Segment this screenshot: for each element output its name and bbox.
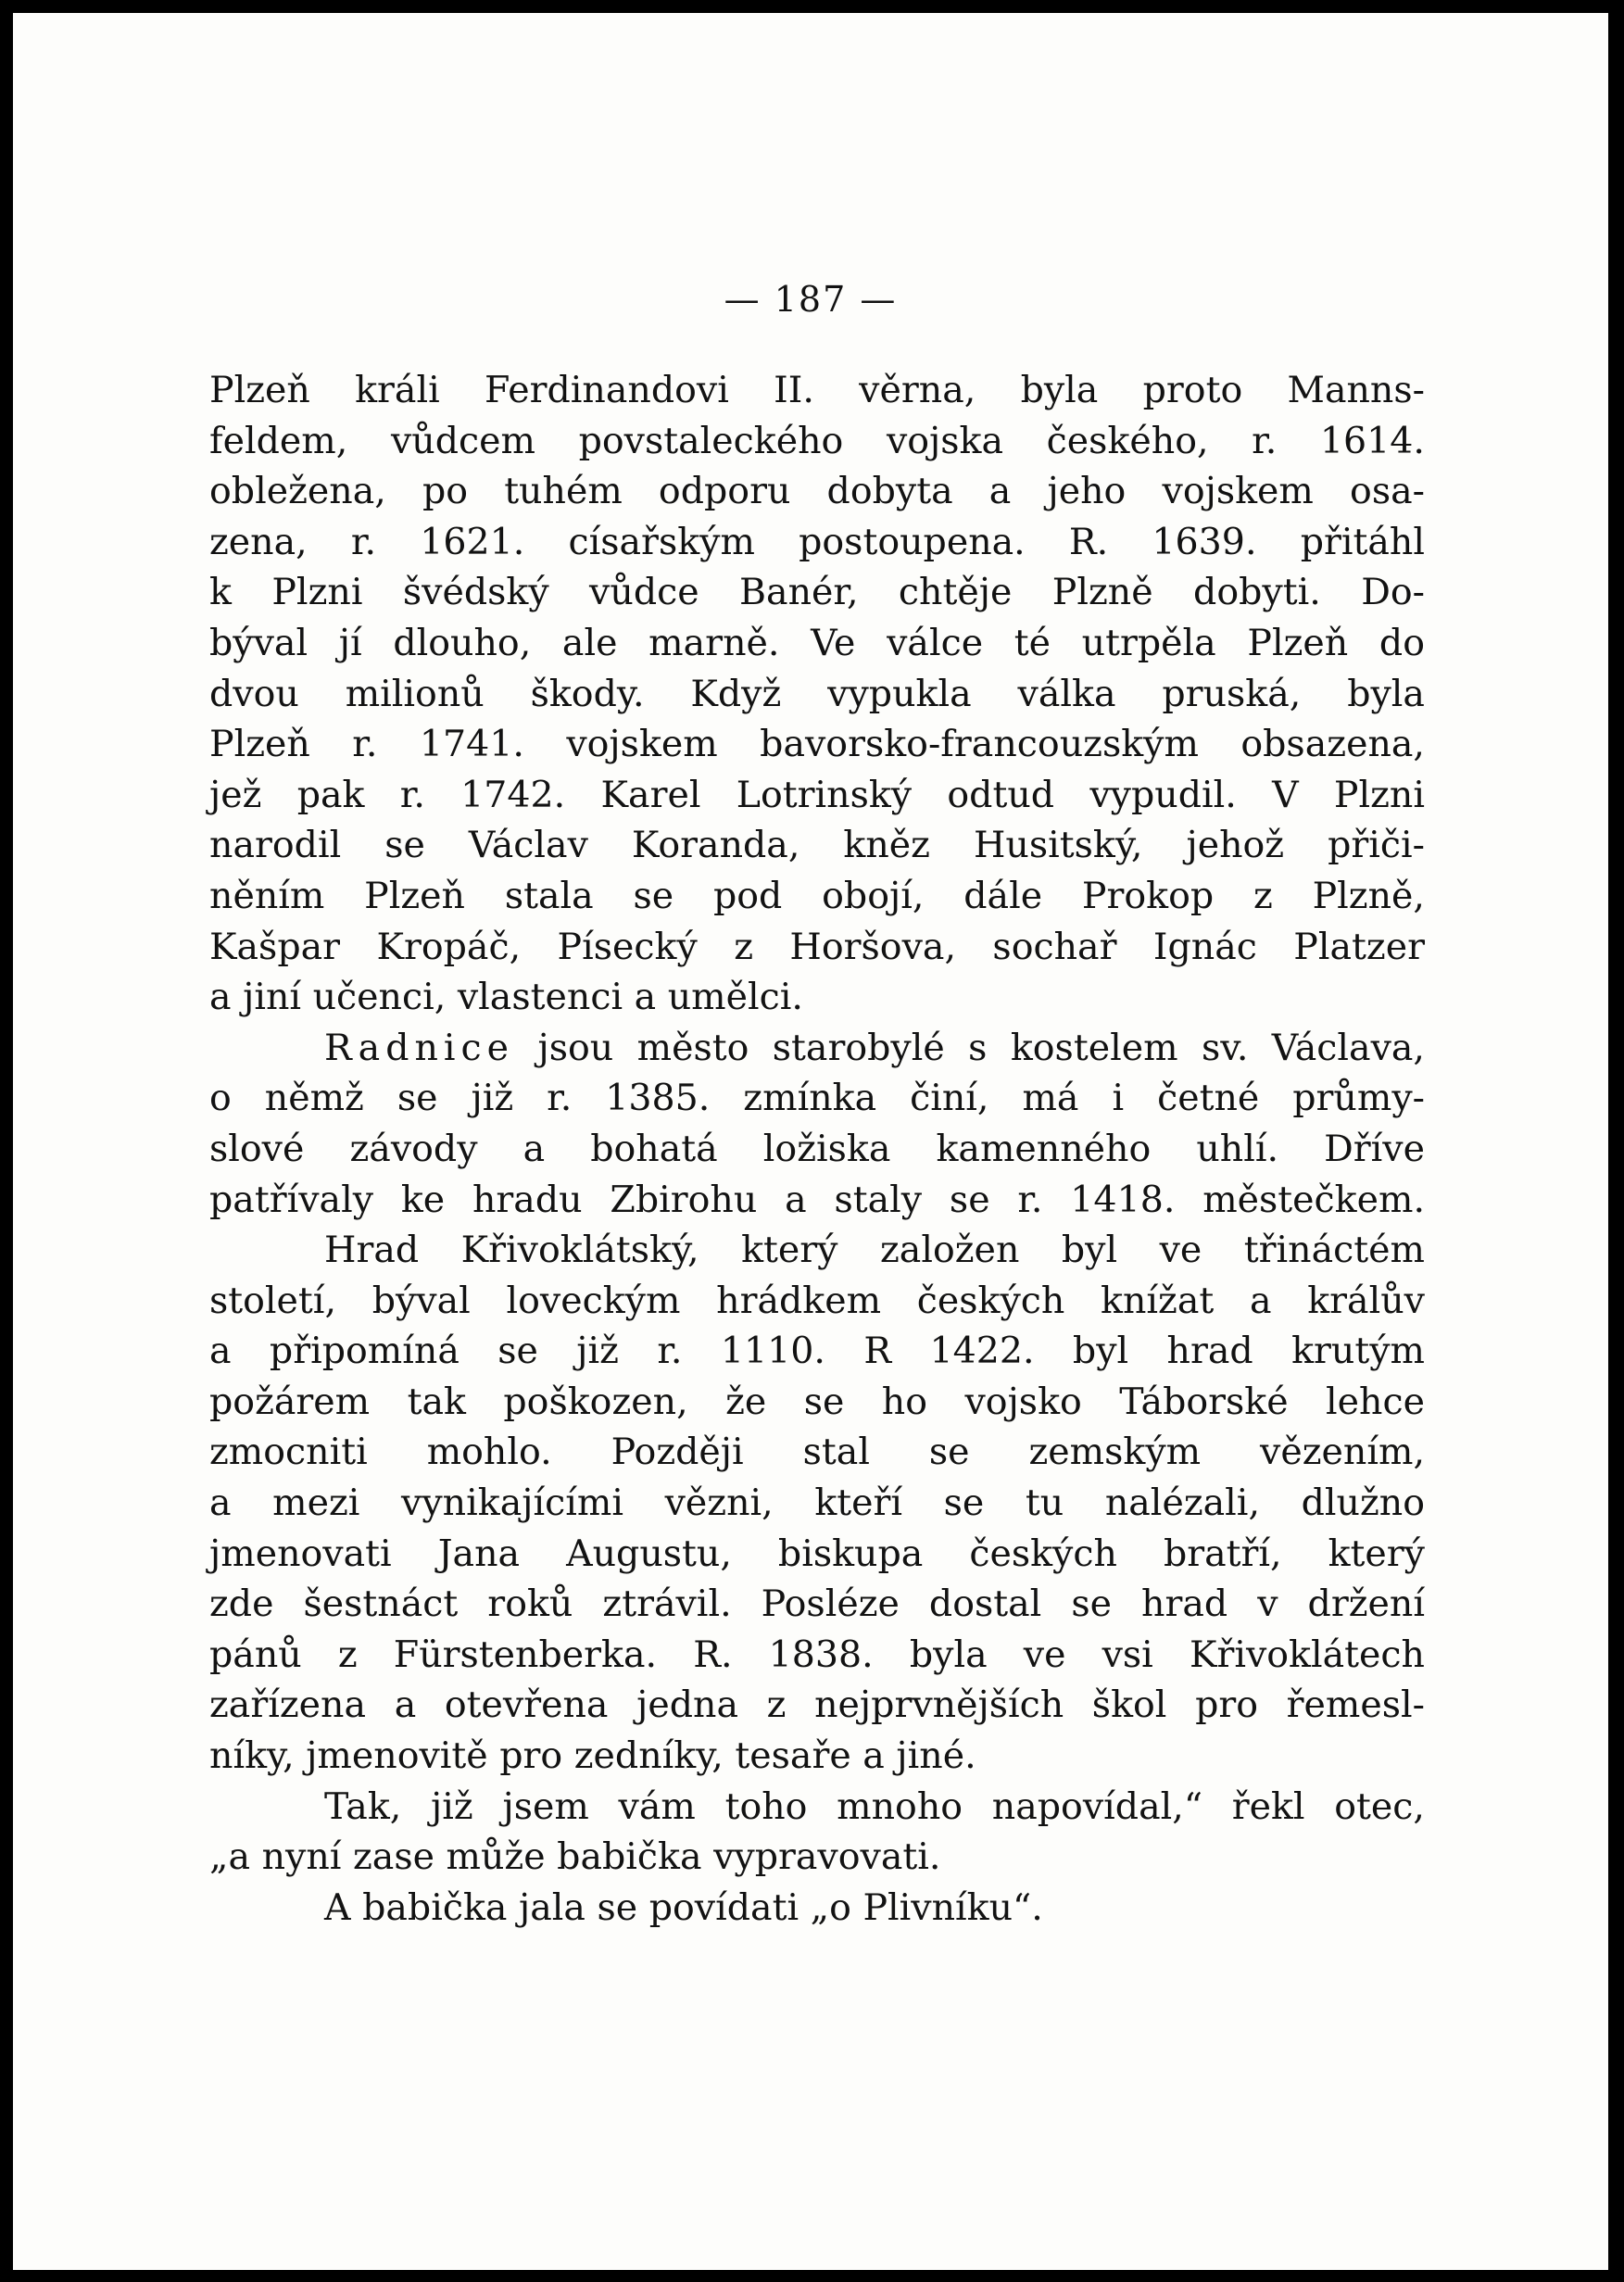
text-line: jež pak r. 1742. Karel Lotrinský odtud vypudil. V Plzni: [209, 773, 1425, 816]
text-line: „a nyní zase může babička vypravovati.: [209, 1835, 941, 1879]
text-line: a jiní učenci, vlastenci a umělci.: [209, 976, 803, 1019]
text-line: níky, jmenovitě pro zedníky, tesaře a jiné.: [209, 1734, 976, 1778]
text-line: zmocniti mohlo. Později stal se zemským vězením,: [209, 1431, 1425, 1474]
text-line: narodil se Václav Koranda, kněz Husitský, jehož přiči-: [209, 824, 1425, 867]
text-line: dvou milionů škody. Když vypukla válka pruská, byla: [209, 672, 1425, 715]
text-line: obležena, po tuhém odporu dobyta a jeho vojskem osa-: [209, 470, 1425, 513]
text-line: patřívaly ke hradu Zbirohu a staly se r. 1418. městečkem.: [209, 1178, 1425, 1221]
page-number: — 187 —: [724, 279, 898, 320]
text-line-rest: jsou město starobylé s kostelem sv. Václava,: [514, 1026, 1425, 1069]
body-text: [209, 365, 1425, 1933]
text-line: Kašpar Kropáč, Písecký z Horšova, sochař Ignác Platzer: [209, 925, 1425, 968]
paragraph-first-line: Tak, již jsem vám toho mnoho napovídal,“ řekl otec,: [324, 1784, 1425, 1828]
paragraph-first-line: A babička jala se povídati „o Plivníku“.: [324, 1885, 1043, 1929]
text-line: k Plzni švédský vůdce Banér, chtěje Plzně dobyti. Do-: [209, 571, 1425, 614]
text-line: pánů z Fürstenberka. R. 1838. byla ve vsi Křivoklátech: [209, 1633, 1425, 1676]
text-line: o němž se již r. 1385. zmínka činí, má i četné průmy-: [209, 1077, 1425, 1120]
text-line: býval jí dlouho, ale marně. Ve válce té utrpěla Plzeň do: [209, 621, 1425, 664]
text-line: jmenovati Jana Augustu, biskupa českých bratří, který: [209, 1532, 1425, 1575]
paragraph-first-line: Hrad Křivoklátský, který založen byl ve třináctém: [324, 1229, 1425, 1272]
text-line: zena, r. 1621. císařským postoupena. R. 1639. přitáhl: [209, 520, 1425, 563]
text-line: požárem tak poškozen, že se ho vojsko Táborské lehce: [209, 1380, 1425, 1423]
text-line: století, býval loveckým hrádkem českých knížat a králův: [209, 1279, 1425, 1322]
paragraph-first-line: [209, 1023, 1425, 1074]
text-line: slové závody a bohatá ložiska kamenného uhlí. Dříve: [209, 1127, 1425, 1170]
text-line: feldem, vůdcem povstaleckého vojska českého, r. 1614.: [209, 419, 1425, 462]
text-line: něním Plzeň stala se pod obojí, dále Prokop z Plzně,: [209, 874, 1425, 917]
text-line: a připomíná se již r. 1110. R 1422. byl hrad krutým: [209, 1330, 1425, 1373]
text-line: a mezi vynikajícími vězni, kteří se tu nalézali, dlužno: [209, 1481, 1425, 1525]
book-page: [13, 13, 1608, 2270]
text-line: Plzeň králi Ferdinandovi II. věrna, byla proto Manns-: [209, 369, 1425, 411]
text-line: Plzeň r. 1741. vojskem bavorsko-francouzským obsazena,: [209, 723, 1425, 766]
text-line: zde šestnáct roků ztrávil. Posléze dostal se hrad v držení: [209, 1582, 1425, 1626]
text-line: zařízena a otevřena jedna z nejprvnějších škol pro řemesl-: [209, 1683, 1425, 1727]
spaced-heading-word: Radnice: [324, 1026, 515, 1069]
